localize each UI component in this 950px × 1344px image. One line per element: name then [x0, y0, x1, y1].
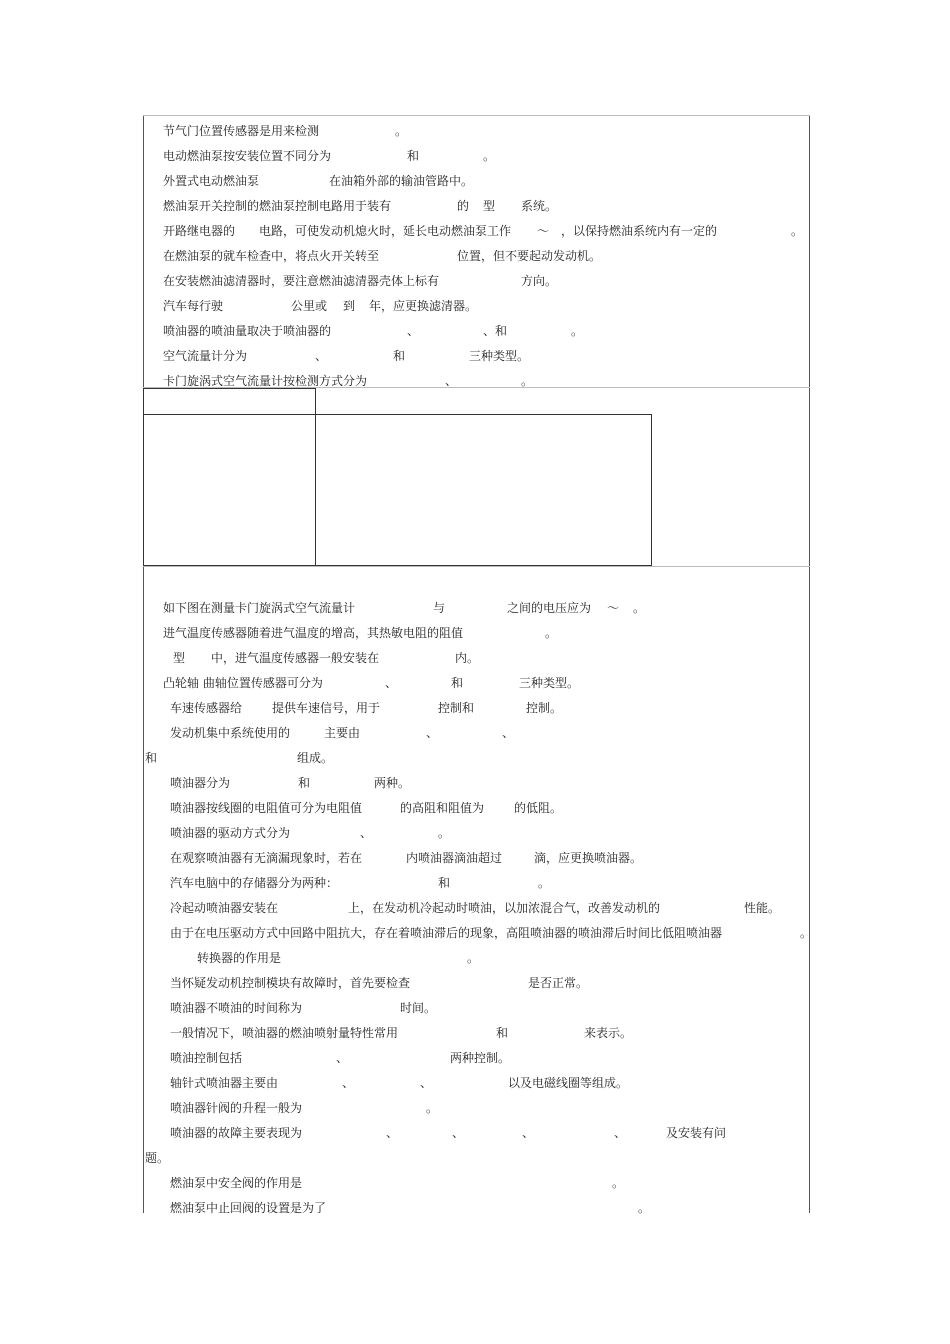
page-left-border — [143, 115, 144, 1213]
question-text: 提供车速信号，用于 — [272, 701, 381, 715]
question-text: 。 — [638, 1201, 651, 1215]
question-text: 和 — [407, 149, 420, 163]
figure-bottom-rule — [143, 566, 810, 567]
question-text: 喷油器针阀的升程一般为 — [170, 1101, 303, 1115]
question-text: 。 — [426, 1101, 439, 1115]
question-text: 与 — [433, 601, 446, 615]
question-text: 和 — [496, 1026, 509, 1040]
question-text: 和 — [298, 776, 311, 790]
question-text: 、 — [385, 676, 398, 690]
question-text: 外置式电动燃油泵 — [163, 174, 260, 188]
question-text: 空气流量计分为 — [163, 349, 248, 363]
question-text: 轴针式喷油器主要由 — [170, 1076, 279, 1090]
question-text: 三种类型。 — [469, 349, 530, 363]
question-text: 位置，但不要起动发动机。 — [457, 249, 602, 263]
question-text: 汽车电脑中的存储器分为两种： — [170, 876, 339, 890]
question-text: 如下图在测量卡门旋涡式空气流量计 — [163, 601, 356, 615]
question-text: 喷油器不喷油的时间称为 — [170, 1001, 303, 1015]
question-text: 和 — [393, 349, 406, 363]
question-text: ～ — [537, 224, 550, 238]
question-text: 、 — [336, 1051, 349, 1065]
question-text: 当怀疑发动机控制模块有故障时，首先要检查 — [170, 976, 411, 990]
question-text: 性能。 — [744, 901, 781, 915]
question-text: 。 — [791, 224, 804, 238]
question-text: 。 — [483, 149, 496, 163]
question-text: 、 — [445, 374, 458, 388]
question-text: 喷油器分为 — [170, 776, 231, 790]
question-text: 主要由 — [324, 726, 361, 740]
question-text: 上，在发动机冷起动时喷油，以加浓混合气，改善发动机的 — [348, 901, 661, 915]
question-text: 公里或 — [291, 299, 328, 313]
question-text: 电动燃油泵按安装位置不同分为 — [163, 149, 332, 163]
question-text: 喷油控制包括 — [170, 1051, 243, 1065]
question-text: 。 — [395, 124, 408, 138]
question-text: 及安装有问 — [666, 1126, 727, 1140]
question-text: 进气温度传感器随着进气温度的增高，其热敏电阻的阻值 — [163, 626, 464, 640]
question-text: 、 — [502, 726, 515, 740]
question-text: 车速传感器给 — [170, 701, 243, 715]
question-text: 和 — [451, 676, 464, 690]
question-text: 一般情况下，喷油器的燃油喷射量特性常用 — [170, 1026, 399, 1040]
question-text: 、和 — [483, 324, 508, 338]
question-text: 喷油器按线圈的电阻值可分为电阻值 — [170, 801, 363, 815]
question-text: 喷油器的故障主要表现为 — [170, 1126, 303, 1140]
question-text: 。 — [633, 601, 646, 615]
question-text: 卡门旋涡式空气流量计按检测方式分为 — [163, 374, 368, 388]
question-text: 型 — [483, 199, 496, 213]
question-text: 、 — [315, 349, 328, 363]
question-text: 开路继电器的 — [163, 224, 236, 238]
question-text: 燃油泵开关控制的燃油泵控制电路用于装有 — [163, 199, 392, 213]
question-text: 和 — [145, 751, 158, 765]
question-text: 两种。 — [374, 776, 411, 790]
question-text: 、 — [614, 1126, 627, 1140]
question-text: 喷油器的喷油量取决于喷油器的 — [163, 324, 332, 338]
question-text: 方向。 — [521, 274, 558, 288]
question-text: 凸轮轴 曲轴位置传感器可分为 — [163, 676, 323, 690]
question-text: 三种类型。 — [519, 676, 580, 690]
question-text: 内喷油器滴油超过 — [406, 851, 503, 865]
question-text: 控制。 — [526, 701, 563, 715]
question-text: 两种控制。 — [450, 1051, 511, 1065]
question-text: 是否正常。 — [528, 976, 589, 990]
figure-large-box — [315, 414, 652, 566]
question-text: 控制和 — [438, 701, 475, 715]
question-text: 、 — [420, 1076, 433, 1090]
question-text: 。 — [467, 951, 480, 965]
question-text: ～ — [607, 601, 620, 615]
question-text: 。 — [571, 324, 584, 338]
question-text: 在安装燃油滤清器时，要注意燃油滤清器壳体上标有 — [163, 274, 440, 288]
question-text: 。 — [612, 1176, 625, 1190]
question-text: 、 — [407, 324, 420, 338]
question-text: 转换器的作用是 — [197, 951, 282, 965]
question-text: 来表示。 — [584, 1026, 633, 1040]
question-text: 。 — [545, 626, 558, 640]
question-text: 年，应更换滤清器。 — [369, 299, 478, 313]
question-text: 滴，应更换喷油器。 — [534, 851, 643, 865]
question-text: 、 — [452, 1126, 465, 1140]
question-text: 的低阻。 — [514, 801, 563, 815]
question-text: 的 — [457, 199, 470, 213]
question-text: 节气门位置传感器是用来检测 — [163, 124, 320, 138]
question-text: 、 — [386, 1126, 399, 1140]
question-text: 到 — [343, 299, 356, 313]
question-text: 、 — [426, 726, 439, 740]
question-text: 型 — [173, 651, 186, 665]
question-text: 系统。 — [521, 199, 558, 213]
question-text: 和 — [438, 876, 451, 890]
question-text: 燃油泵中止回阀的设置是为了 — [170, 1201, 327, 1215]
question-text: 发动机集中系统使用的 — [170, 726, 291, 740]
question-text: 、 — [360, 826, 373, 840]
question-text: ，以保持燃油系统内有一定的 — [561, 224, 718, 238]
question-text: 组成。 — [297, 751, 334, 765]
figure-header-cell — [143, 388, 316, 415]
question-text: 内。 — [455, 651, 480, 665]
question-text: 中，进气温度传感器一般安装在 — [211, 651, 380, 665]
question-text: 汽车每行驶 — [163, 299, 224, 313]
question-text: 燃油泵中安全阀的作用是 — [170, 1176, 303, 1190]
page-right-border — [809, 115, 810, 1213]
question-text: 的高阻和阻值为 — [400, 801, 485, 815]
question-text: 。 — [800, 926, 813, 940]
question-text: 、 — [522, 1126, 535, 1140]
question-text: 题。 — [145, 1151, 170, 1165]
question-text: 在观察喷油器有无滴漏现象时，若在 — [170, 851, 363, 865]
question-text: 之间的电压应为 — [507, 601, 592, 615]
question-text: 喷油器的驱动方式分为 — [170, 826, 291, 840]
question-text: 。 — [438, 826, 451, 840]
question-text: 电路，可使发动机熄火时，延长电动燃油泵工作 — [259, 224, 512, 238]
page-top-rule — [143, 115, 810, 116]
question-text: 时间。 — [400, 1001, 437, 1015]
question-text: 在油箱外部的输油管路中。 — [329, 174, 474, 188]
question-text: 、 — [342, 1076, 355, 1090]
question-text: 由于在电压驱动方式中回路中阻抗大，存在着喷油滞后的现象，高阻喷油器的喷油滞后时间比低阻喷油器 — [170, 926, 723, 940]
question-text: 在燃油泵的就车检查中，将点火开关转至 — [163, 249, 380, 263]
question-text: 以及电磁线圈等组成。 — [508, 1076, 629, 1090]
question-text: 。 — [538, 876, 551, 890]
question-text: 冷起动喷油器安装在 — [170, 901, 279, 915]
question-text: 。 — [521, 374, 534, 388]
